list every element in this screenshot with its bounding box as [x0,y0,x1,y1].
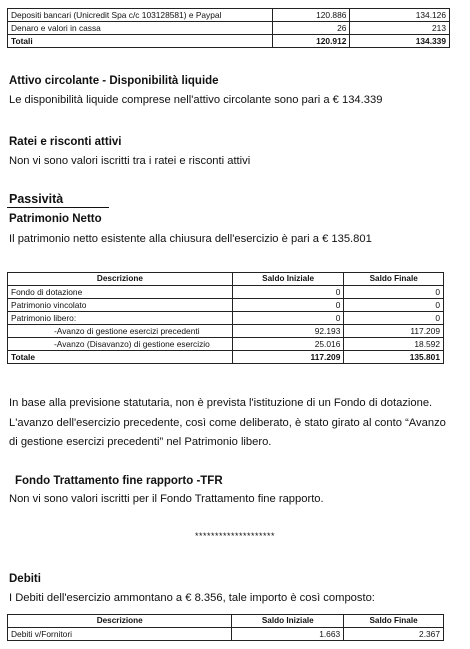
row-label: Debiti v/Fornitori [8,628,232,641]
paragraph-avanzo-line2: di gestione esercizi precedenti” nel Patrimonio libero. [9,436,272,448]
final-value: 18.592 [344,338,444,351]
row-label: Patrimonio libero: [8,312,233,325]
table-header-row [8,273,444,286]
initial-value: 25.016 [232,338,344,351]
passivita-heading: Passività [7,192,109,208]
total-row [8,35,450,48]
initial-value: 0 [232,312,344,325]
table-row [8,312,444,325]
table-row [8,286,444,299]
paragraph-avanzo-line1: L'avanzo dell'esercizio precedente, così come deliberato, è stato girato al conto “Avanzo [9,417,446,429]
col-header-saldo-finale: Saldo Finale [344,615,444,628]
final-value: 213 [350,22,450,35]
initial-value: 120.886 [272,9,350,22]
total-initial: 120.912 [272,35,350,48]
table-header-row [8,615,444,628]
row-label: Patrimonio vincolato [8,299,233,312]
total-label: Totale [8,351,233,364]
section-title-ratei: Ratei e risconti attivi [9,136,122,148]
row-label: Denaro e valori in cassa [8,22,273,35]
total-initial: 117.209 [232,351,344,364]
separator-stars: ******************** [194,531,276,541]
row-label: Fondo di dotazione [8,286,233,299]
final-value: 2.367 [344,628,444,641]
debts-table [7,614,444,641]
col-header-saldo-finale: Saldo Finale [344,273,444,286]
total-final: 134.339 [350,35,450,48]
section-title-debiti: Debiti [9,573,41,585]
section-text-debiti: I Debiti dell'esercizio ammontano a € 8.356, tale importo è così composto: [9,592,375,604]
final-value: 0 [344,299,444,312]
section-title-tfr: Fondo Trattamento fine rapporto -TFR [15,475,223,487]
table-row [8,628,444,641]
paragraph-fondo-dotazione: In base alla previsione statutaria, non è prevista l'istituzione di un Fondo di dotazione. [9,397,433,409]
col-header-descrizione: Descrizione [8,273,233,286]
table-row [8,338,444,351]
table-row [8,9,450,22]
initial-value: 92.193 [232,325,344,338]
table-row [8,22,450,35]
equity-table [7,272,444,364]
final-value: 0 [344,312,444,325]
initial-value: 1.663 [232,628,344,641]
total-row [8,351,444,364]
section-title-patrimonio: Patrimonio Netto [9,213,102,225]
section-text-patrimonio: Il patrimonio netto esistente alla chiusura dell'esercizio è pari a € 135.801 [9,233,372,245]
initial-value: 0 [232,286,344,299]
initial-value: 0 [232,299,344,312]
col-header-saldo-iniziale: Saldo Iniziale [232,273,344,286]
row-label: -Avanzo di gestione esercizi precedenti [8,325,233,338]
section-text-tfr: Non vi sono valori iscritti per il Fondo Trattamento fine rapporto. [9,493,324,505]
col-header-saldo-iniziale: Saldo Iniziale [232,615,344,628]
total-final: 135.801 [344,351,444,364]
initial-value: 26 [272,22,350,35]
col-header-descrizione: Descrizione [8,615,232,628]
section-text-ratei: Non vi sono valori iscritti tra i ratei e risconti attivi [9,155,251,167]
final-value: 134.126 [350,9,450,22]
total-label: Totali [8,35,273,48]
row-label: Depositi bancari (Unicredit Spa c/c 103128581) e Paypal [8,9,273,22]
liquidity-table [7,8,450,48]
final-value: 0 [344,286,444,299]
final-value: 117.209 [344,325,444,338]
row-label: -Avanzo (Disavanzo) di gestione esercizio [8,338,233,351]
table-row [8,299,444,312]
section-title-disponibilita: Attivo circolante - Disponibilità liquide [9,75,219,87]
section-text-disponibilita: Le disponibilità liquide comprese nell'attivo circolante sono pari a € 134.339 [9,94,383,106]
table-row [8,325,444,338]
